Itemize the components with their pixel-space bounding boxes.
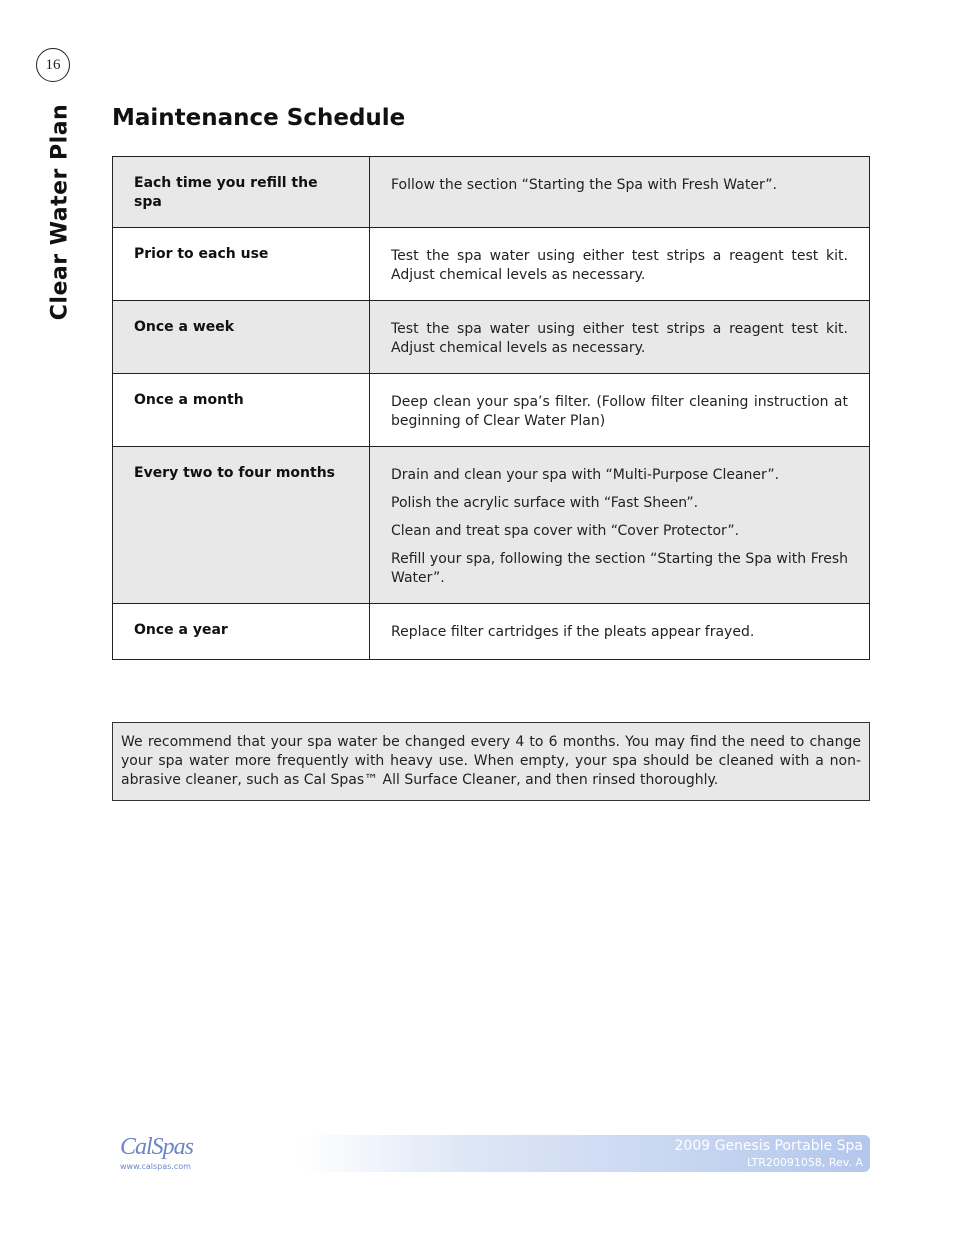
schedule-task xyxy=(370,157,870,228)
task-text: Deep clean your spa’s filter. (Follow filter cleaning instruction at beginning of Clear Water Plan) xyxy=(391,394,848,429)
schedule-task xyxy=(370,228,870,301)
schedule-task xyxy=(370,447,870,604)
task-text: Follow the section “Starting the Spa with Fresh Water”. xyxy=(391,177,777,193)
schedule-frequency: Once a year xyxy=(113,604,370,660)
task-text: Test the spa water using either test strips a reagent test kit. Adjust chemical levels as necessary. xyxy=(391,248,848,283)
schedule-task xyxy=(370,374,870,447)
task-text: Refill your spa, following the section “Starting the Spa with Fresh Water”. xyxy=(391,551,848,586)
schedule-task xyxy=(370,604,870,660)
table-row xyxy=(113,374,870,447)
schedule-task xyxy=(370,301,870,374)
schedule-frequency: Each time you refill the spa xyxy=(113,157,370,228)
task-text: Replace filter cartridges if the pleats appear frayed. xyxy=(391,624,755,640)
logo-wordmark: CalSpas xyxy=(120,1134,194,1160)
page-title: Maintenance Schedule xyxy=(112,105,406,131)
schedule-frequency: Prior to each use xyxy=(113,228,370,301)
page-number: 16 xyxy=(36,48,70,82)
maintenance-schedule-table xyxy=(112,156,870,660)
task-text: Drain and clean your spa with “Multi-Purpose Cleaner”. xyxy=(391,467,780,483)
schedule-frequency: Once a week xyxy=(113,301,370,374)
section-side-title: Clear Water Plan xyxy=(47,103,73,321)
table-row xyxy=(113,447,870,604)
water-change-note: We recommend that your spa water be changed every 4 to 6 months. You may find the need to change your spa water more frequently with heavy use. When empty, your spa should be cleaned with a non-abrasive cleaner, such as Cal Spas™ All Surface Cleaner, and then rinsed thoroughly. xyxy=(112,722,870,801)
table-row xyxy=(113,228,870,301)
table-row xyxy=(113,604,870,660)
schedule-frequency: Every two to four months xyxy=(113,447,370,604)
table-row xyxy=(113,301,870,374)
schedule-frequency: Once a month xyxy=(113,374,370,447)
task-text: Test the spa water using either test strips a reagent test kit. Adjust chemical levels as necessary. xyxy=(391,321,848,356)
table-row xyxy=(113,157,870,228)
task-text: Clean and treat spa cover with “Cover Protector”. xyxy=(391,523,740,539)
document-revision: LTR20091058, Rev. A xyxy=(746,1156,863,1169)
footer-band xyxy=(300,1135,870,1172)
product-name: 2009 Genesis Portable Spa xyxy=(674,1138,863,1154)
task-text: Polish the acrylic surface with “Fast Sheen”. xyxy=(391,495,699,511)
website-url: www.calspas.com xyxy=(120,1162,191,1171)
calspas-logo xyxy=(120,1134,193,1171)
